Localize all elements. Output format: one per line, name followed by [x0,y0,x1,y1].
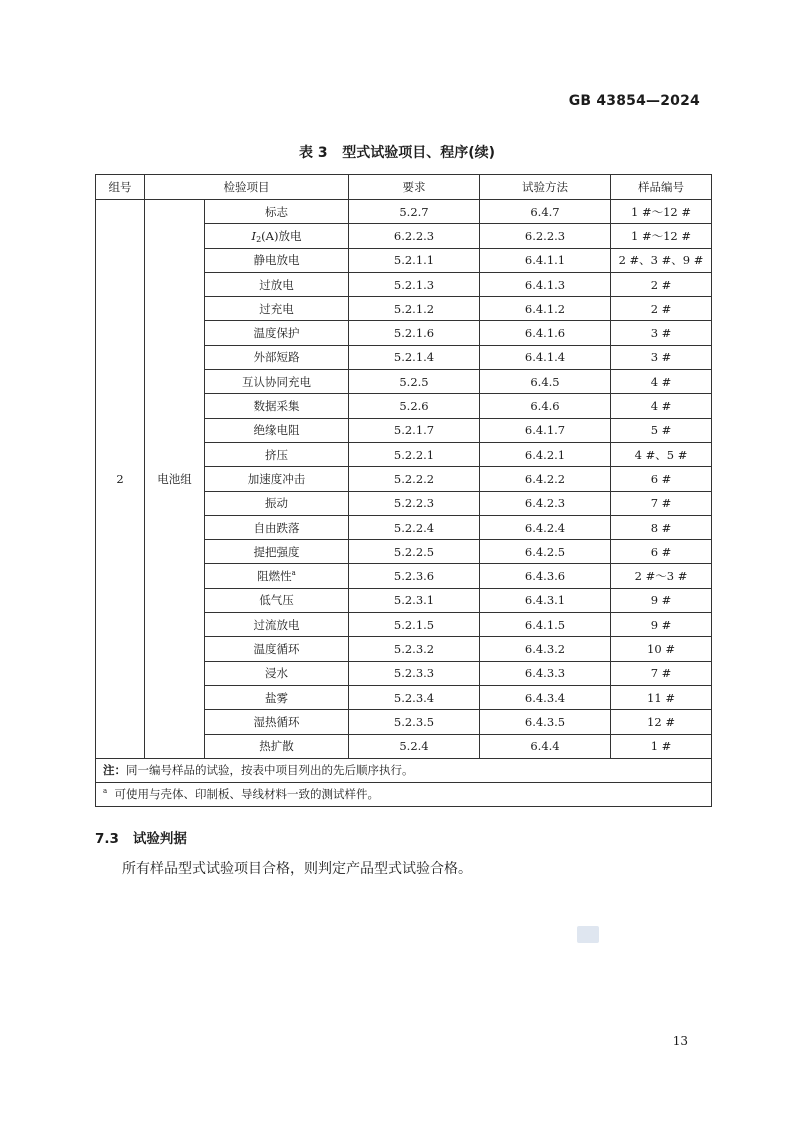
item-cell [205,685,349,709]
method-cell: 6.4.3.6 [480,564,611,588]
sample-cell: 7 # [611,491,712,515]
requirement-cell: 6.2.2.3 [349,224,480,248]
requirement-cell: 5.2.3.5 [349,710,480,734]
section-number: 7.3 [95,831,119,847]
requirement-cell: 5.2.4 [349,734,480,758]
sample-cell: 1 # [611,734,712,758]
item-cell [205,467,349,491]
section-title: 试验判据 [132,831,187,847]
sample-cell: 3 # [611,345,712,369]
method-cell: 6.4.2.5 [480,540,611,564]
method-cell: 6.4.2.3 [480,491,611,515]
footnote-row [96,782,712,806]
item-text: 过流放电 [253,617,300,632]
section-paragraph: 所有样品型式试验项目合格，则判定产品型式试验合格。 [122,861,472,877]
item-cell [205,248,349,272]
requirement-cell: 5.2.2.1 [349,442,480,466]
method-cell: 6.4.1.5 [480,613,611,637]
item-cell [205,394,349,418]
table-header-row [96,175,712,200]
item-symbol: I [251,228,257,243]
requirement-cell: 5.2.2.2 [349,467,480,491]
item-cell [205,637,349,661]
item-cell [205,564,349,588]
item-text: 低气压 [259,593,294,608]
method-cell: 6.4.1.7 [480,418,611,442]
item-text: 互认协同充电 [242,374,311,389]
sample-cell: 9 # [611,613,712,637]
item-footnote-mark: a [291,569,296,578]
requirement-cell: 5.2.2.5 [349,540,480,564]
header-sample-no: 样品编号 [611,175,712,200]
item-text: 外部短路 [253,350,300,365]
requirement-cell: 5.2.1.4 [349,345,480,369]
item-cell [205,734,349,758]
method-cell: 6.4.3.1 [480,588,611,612]
item-text: 湿热循环 [253,714,300,729]
page-number: 13 [672,1034,688,1048]
item-cell [205,272,349,296]
group-number-cell: 2 [96,200,145,759]
sample-cell: 2 #、3 #、9 # [611,248,712,272]
method-cell: 6.4.3.5 [480,710,611,734]
sample-cell: 8 # [611,515,712,539]
sample-cell: 12 # [611,710,712,734]
item-text: 加速度冲击 [247,471,306,486]
test-items-table [95,174,712,807]
requirement-cell: 5.2.1.5 [349,613,480,637]
method-cell: 6.4.2.4 [480,515,611,539]
method-cell: 6.4.3.2 [480,637,611,661]
section-heading [95,827,187,847]
item-text: 温度循环 [253,641,300,656]
requirement-cell: 5.2.3.2 [349,637,480,661]
sample-cell: 2 # [611,272,712,296]
watermark-stamp [577,926,599,943]
requirement-cell: 5.2.7 [349,200,480,224]
method-cell: 6.4.1.4 [480,345,611,369]
header-test-item: 检验项目 [145,175,349,200]
item-symbol-subscript: 2 [256,234,262,244]
sample-cell: 6 # [611,540,712,564]
method-cell: 6.4.6 [480,394,611,418]
item-cell [205,321,349,345]
requirement-cell: 5.2.1.3 [349,272,480,296]
sample-cell: 1 #～12 # [611,200,712,224]
sample-cell: 2 # [611,297,712,321]
table-title: 表 3 型式试验项目、程序(续) [298,145,496,161]
method-cell: 6.4.1.2 [480,297,611,321]
sample-cell: 9 # [611,588,712,612]
sample-cell: 7 # [611,661,712,685]
requirement-cell: 5.2.3.6 [349,564,480,588]
requirement-cell: 5.2.1.1 [349,248,480,272]
sample-cell: 4 #、5 # [611,442,712,466]
requirement-cell: 5.2.3.4 [349,685,480,709]
note-row [96,758,712,782]
item-cell [205,588,349,612]
method-cell: 6.2.2.3 [480,224,611,248]
item-cell [205,370,349,394]
group-name-cell: 电池组 [145,200,205,759]
sample-cell: 4 # [611,394,712,418]
item-cell [205,297,349,321]
method-cell: 6.4.5 [480,370,611,394]
item-text: 阻燃性 [257,569,292,584]
item-cell [205,540,349,564]
item-text: (A)放电 [261,228,302,243]
item-text: 数据采集 [253,399,300,414]
item-cell [205,710,349,734]
item-text: 过放电 [259,277,294,292]
sample-cell: 2 #～3 # [611,564,712,588]
header-group-no: 组号 [96,175,145,200]
standard-number: GB 43854—2024 [568,93,700,109]
requirement-cell: 5.2.3.1 [349,588,480,612]
sample-cell: 4 # [611,370,712,394]
item-cell [205,515,349,539]
sample-cell: 3 # [611,321,712,345]
item-text: 热扩散 [259,739,294,754]
requirement-cell: 5.2.1.6 [349,321,480,345]
item-text: 过充电 [259,301,294,316]
requirement-cell: 5.2.3.3 [349,661,480,685]
requirement-cell: 5.2.2.4 [349,515,480,539]
item-cell [205,345,349,369]
item-cell [205,418,349,442]
item-text: 静电放电 [253,253,300,268]
footnote-text: 可使用与壳体、印制板、导线材料一致的测试样件。 [114,787,379,802]
method-cell: 6.4.2.1 [480,442,611,466]
header-test-method: 试验方法 [480,175,611,200]
sample-cell: 6 # [611,467,712,491]
item-cell [205,442,349,466]
method-cell: 6.4.1.3 [480,272,611,296]
method-cell: 6.4.1.6 [480,321,611,345]
item-text: 浸水 [265,666,288,681]
item-text: 温度保护 [253,326,300,341]
method-cell: 6.4.2.2 [480,467,611,491]
item-text: 提把强度 [253,544,300,559]
method-cell: 6.4.7 [480,200,611,224]
requirement-cell: 5.2.1.2 [349,297,480,321]
item-cell [205,224,349,248]
table-row [96,200,712,224]
item-text: 盐雾 [265,690,288,705]
item-text: 自由跌落 [253,520,300,535]
method-cell: 6.4.3.3 [480,661,611,685]
item-cell [205,661,349,685]
note-label: 注： [103,763,126,778]
item-cell: 标志 [205,200,349,224]
method-cell: 6.4.3.4 [480,685,611,709]
method-cell: 6.4.1.1 [480,248,611,272]
item-cell [205,613,349,637]
item-text: 绝缘电阻 [253,423,300,438]
item-text: 挤压 [265,447,288,462]
sample-cell: 5 # [611,418,712,442]
sample-cell: 1 #～12 # [611,224,712,248]
requirement-cell: 5.2.5 [349,370,480,394]
sample-cell: 10 # [611,637,712,661]
item-cell [205,491,349,515]
sample-cell: 11 # [611,685,712,709]
requirement-cell: 5.2.2.3 [349,491,480,515]
header-requirement: 要求 [349,175,480,200]
footnote-mark: a [103,787,108,796]
requirement-cell: 5.2.1.7 [349,418,480,442]
requirement-cell: 5.2.6 [349,394,480,418]
item-text: 振动 [265,496,288,511]
method-cell: 6.4.4 [480,734,611,758]
note-text: 同一编号样品的试验，按表中项目列出的先后顺序执行。 [126,763,414,778]
